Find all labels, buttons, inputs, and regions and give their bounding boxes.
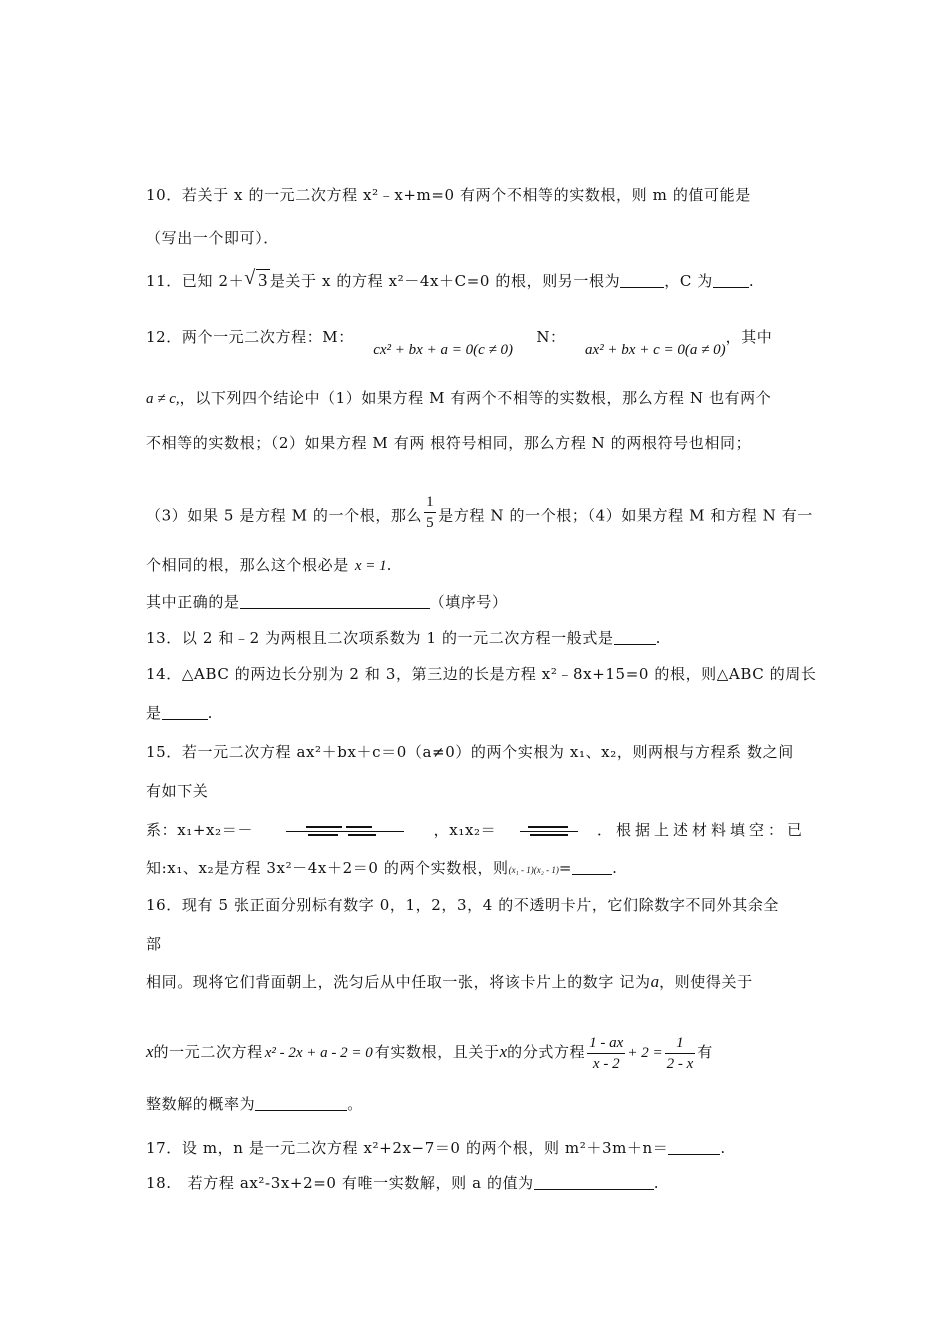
- q15-line3-post: ．根据上述材料填空：已: [596, 821, 806, 839]
- sqrt-symbol: √ 3: [244, 267, 268, 290]
- q10-line1: 10．若关于 x 的一元二次方程 x²﹣x+m=0 有两个不相等的实数根，则 m 的值可能是: [146, 186, 751, 204]
- q18-line: [146, 1172, 830, 1194]
- q16-line4: [146, 1028, 830, 1076]
- q12-line5-end: .: [386, 556, 392, 574]
- q18-number: 18.: [146, 1174, 172, 1192]
- frac-numerator: 1: [424, 492, 436, 513]
- q16-plus-two: + 2 =: [627, 1045, 663, 1061]
- q12-line2-text: ，以下列四个结论中（1）如果方程 M 有两个不相等的实数根，那么方程 N 也有两个: [179, 389, 772, 407]
- q15-line4-pre: 知:x₁、x₂是方程 3x²－4x＋2＝0 的两个实数根，则: [146, 859, 509, 877]
- q12-line6-post: （填序号）: [429, 593, 508, 611]
- q10-line2: （写出一个即可）．: [146, 229, 279, 247]
- q15-line3: [146, 819, 830, 841]
- q12-line5-pre: 个相同的根，那么这个根必是: [146, 556, 349, 574]
- q15-garbled-fraction-2: [520, 824, 580, 838]
- q15-line4: [146, 857, 830, 881]
- q12-line2: [146, 387, 830, 410]
- q16-line3-pre: 相同。现将它们背面朝上，洗匀后从中任取一张，将该卡片上的数字 记为: [146, 973, 651, 991]
- frac-denominator: 2 - x: [666, 1055, 694, 1072]
- q16-quadratic-equation: x² - 2x + a - 2 = 0: [264, 1045, 373, 1061]
- frac-denominator: x - 2: [592, 1055, 620, 1072]
- q16-line4-b: 有实数根，且关于: [374, 1043, 500, 1061]
- q16-fraction-right: [665, 1033, 696, 1074]
- q13-end: .: [655, 629, 661, 647]
- q12-line4: [146, 496, 830, 537]
- q15-line3-pre: 系：x₁+x₂＝－: [146, 821, 253, 839]
- q16-line4-a: 的一元二次方程: [153, 1043, 263, 1061]
- q17-line: [146, 1137, 830, 1159]
- q16-line2: 部: [146, 935, 162, 953]
- q11-radicand: 3: [258, 270, 268, 290]
- q11-mid: ，C 为: [664, 272, 713, 290]
- q12-equation-m: cx² + bx + a = 0(c ≠ 0): [373, 342, 513, 358]
- q12-line5: [146, 554, 830, 577]
- q14-line1: 14．△ABC 的两边长分别为 2 和 3，第三边的长是方程 x²﹣8x+15=0 的根，则△ABC 的周长: [146, 665, 817, 683]
- q16-fraction-left: [587, 1033, 625, 1074]
- q17-end: .: [720, 1139, 726, 1157]
- q12-mid: N：: [536, 328, 566, 346]
- q13-answer-blank: [614, 630, 656, 645]
- q16-line3-post: ，则使得关于: [659, 973, 753, 991]
- q14-line2-post: .: [207, 704, 213, 722]
- q15-line4-end: .: [612, 859, 618, 877]
- q13-line: [146, 627, 830, 649]
- q16-answer-blank: [255, 1096, 347, 1111]
- q11-prefix: 11．已知 2＋: [146, 272, 245, 290]
- frac-numerator: 1: [665, 1033, 696, 1054]
- q12-line6: [146, 591, 830, 613]
- q17-text: 17．设 m，n 是一元二次方程 x²+2x−7＝0 的两个根，则 m²＋3m＋n＝: [146, 1139, 669, 1157]
- q16-variable-a: a: [650, 972, 660, 991]
- q12-line6-pre: 其中正确的是: [146, 593, 240, 611]
- q17-answer-blank: [668, 1140, 720, 1155]
- q14-answer-blank: [162, 705, 208, 720]
- q16-variable-x: x: [146, 1042, 154, 1061]
- q15-expression: (x₁ - 1)(x₂ - 1): [508, 865, 559, 875]
- q12-line1: [146, 326, 830, 358]
- q12-answer-blank: [240, 594, 430, 609]
- q16-line5-post: 。: [347, 1095, 363, 1113]
- q12-line4-pre: （3）如果 5 是方程 M 的一个根，那么: [146, 506, 423, 525]
- q15-garbled-fraction-1: [286, 824, 406, 838]
- q12-line4-post: 是方程 N 的一个根；（4）如果方程 M 和方程 N 有一: [438, 506, 813, 525]
- q15-line1: 15．若一元二次方程 ax²＋bx＋c＝0（a≠0）的两个实根为 x₁、x₂，则两根与方程系 数之间: [146, 743, 794, 761]
- q12-condition: a ≠ c,: [146, 391, 180, 407]
- q16-line5: [146, 1093, 830, 1115]
- q15-equals: =: [558, 859, 573, 877]
- q16-line4-end: 有: [697, 1043, 713, 1061]
- q15-line2: 有如下关: [146, 782, 209, 800]
- q11-answer-blank-2: [713, 273, 749, 288]
- q12-suffix: ，其中: [725, 328, 773, 346]
- q12-fraction: [424, 492, 436, 533]
- q11-line: [146, 269, 830, 292]
- frac-numerator: 1 - ax: [587, 1033, 625, 1054]
- q11-answer-blank-1: [620, 273, 664, 288]
- q16-line4-c: 的分式方程: [507, 1043, 586, 1061]
- q12-root-value: x = 1: [354, 558, 387, 574]
- q14-line2-pre: 是: [146, 704, 162, 722]
- q12-equation-n: ax² + bx + c = 0(a ≠ 0): [585, 342, 726, 358]
- q18-end: .: [653, 1174, 660, 1192]
- q16-line1: 16．现有 5 张正面分别标有数字 0，1，2，3，4 的不透明卡片，它们除数字不同外其余全: [146, 896, 780, 914]
- q15-answer-blank: [572, 860, 612, 875]
- q16-line3: [146, 971, 830, 993]
- q12-line3: 不相等的实数根；（2）如果方程 M 有两 根符号相同，那么方程 N 的两根符号也相同；: [146, 434, 752, 452]
- q16-variable-x-2: x: [499, 1042, 508, 1061]
- q14-line2: [146, 702, 830, 724]
- q18-text: 若方程 ax²-3x+2=0 有唯一实数解，则 a 的值为: [187, 1174, 534, 1192]
- q12-prefix: 12．两个一元二次方程：M：: [146, 328, 354, 346]
- frac-denominator: 5: [426, 515, 435, 531]
- q15-line3-mid: ，x₁x₂＝: [433, 821, 497, 839]
- q11-suffix: 是关于 x 的方程 x²－4x＋C=0 的根，则另一根为: [269, 272, 621, 290]
- q16-line5-pre: 整数解的概率为: [146, 1095, 256, 1113]
- q11-end: .: [748, 272, 755, 290]
- q13-text: 13．以 2 和﹣2 为两根且二次项系数为 1 的一元二次方程一般式是: [146, 629, 614, 647]
- q18-answer-blank: [534, 1175, 654, 1190]
